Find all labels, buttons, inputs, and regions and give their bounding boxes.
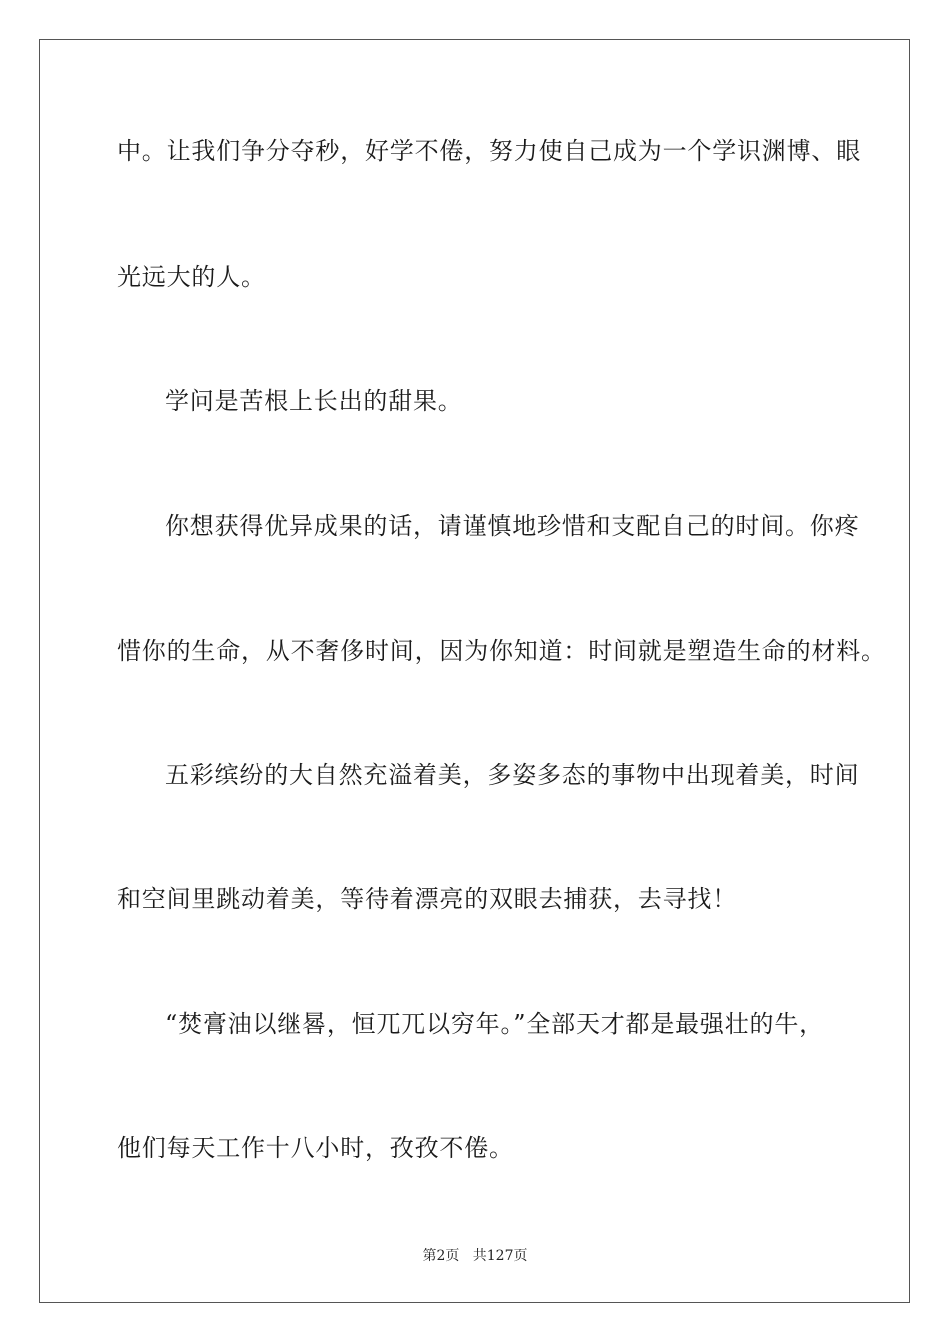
text-line: “焚膏油以继晷，恒兀兀以穷年。”全部天才都是最强壮的牛， [165,1010,824,1038]
text-line: 惜你的生命，从不奢侈时间，因为你知道：时间就是塑造生命的材料。 [117,637,886,665]
page-border [39,39,910,1303]
text-line: 你想获得优异成果的话，请谨慎地珍惜和支配自己的时间。你疼 [165,512,860,540]
page-footer [0,1247,950,1265]
text-line: 光远大的人。 [117,263,266,291]
text-line: 和空间里跳动着美，等待着漂亮的双眼去捕获，去寻找！ [117,885,737,913]
text-line: 他们每天工作十八小时，孜孜不倦。 [117,1134,514,1162]
footer-separator [459,1248,472,1264]
text-line: 学问是苦根上长出的甜果。 [165,387,463,415]
text-line: 中。让我们争分夺秒，好学不倦，努力使自己成为一个学识渊博、眼 [117,137,861,165]
page-total: 共127页 [472,1248,528,1264]
page-number: 第2页 [422,1248,460,1264]
text-line: 五彩缤纷的大自然充溢着美，多姿多态的事物中出现着美，时间 [165,761,860,789]
